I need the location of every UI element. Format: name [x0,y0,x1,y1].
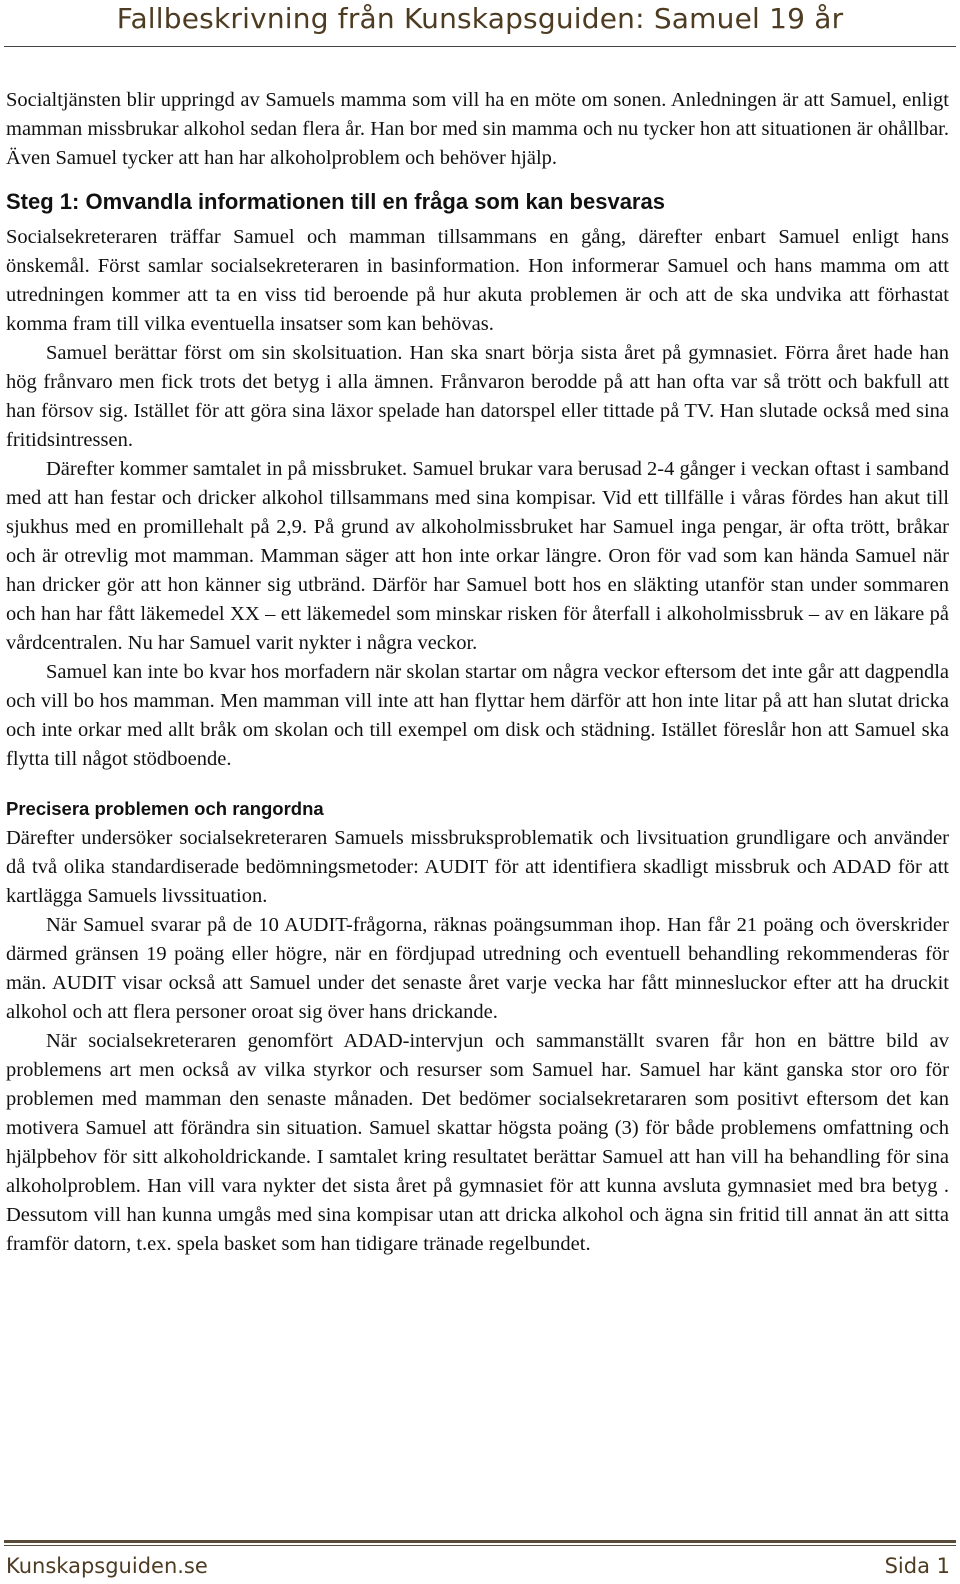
step1-paragraph-4: Samuel kan inte bo kvar hos morfadern när skolan startar om några veckor eftersom det inte går att dagpendla och vill bo hos mamman. Men mamman vill inte att han flyttar hem därför att hon inte litar på att han slutat dricka och inte orkar med allt bråk om skolan och till exempel om disk och städning. Istället föreslår hon att Samuel ska flytta till något stödboende. [6,661,949,770]
footer-page-number: Sida 1 [884,1554,950,1578]
step1-paragraph-3: Därefter kommer samtalet in på missbruket. Samuel brukar vara berusad 2-4 gånger i veckan oftast i samband med att han festar och dricker alkohol tillsammans med sina kompisar. Vid ett tillfälle i våras fördes han akut till sjukhus med en promillehalt på 2,9. På grund av alkoholmissbruket har Samuel inga pengar, är ofta trött, bråkar och är otrevlig mot mamman. Mamman säger att hon inte orkar längre. Oron för vad som kan hända Samuel när han dricker gör att hon känner sig utbränd. Därför har Samuel bott hos en släkting utanför stan under sommaren och han har fått läkemedel XX – ett läkemedel som minskar risken för återfall i alkoholmissbruk – av en läkare på vårdcentralen. Nu har Samuel varit nykter i några veckor. [6,458,949,654]
intro-paragraph: Socialtjänsten blir uppringd av Samuels mamma som vill ha en möte om sonen. Anledningen är att Samuel, enligt mamman missbrukar alkohol sedan flera år. Han bor med sin mamma och nu tycker hon att situationen är ohållbar. Även Samuel tycker att han har alkoholproblem och behöver hjälp. [6,89,949,169]
section2-paragraph-1: Därefter undersöker socialsekreteraren Samuels missbruksproblematik och livsituation grundligare och använder då två olika standardiserade bedömningsmetoder: AUDIT för att identifiera skadligt missbruk och ADAD för att kartlägga Samuels livssituation. [6,827,949,907]
section2-paragraph-3: När socialsekreteraren genomfört ADAD-intervjun och sammanställt svaren får hon en bättre bild av problemens art men också av vilka styrkor och resurser som Samuel har. Samuel har känt ganska stor oro för problemen med mamman den senaste månaden. Det bedömer socialsekretararen som positivt eftersom det kan motivera Samuel att förändra sin situation. Samuel skattar högsta poäng (3) för både problemens omfattning och hjälpbehov för sitt alkoholdrickande. I samtalet kring resultatet berättar Samuel att han vill ha behandling för sina alkoholproblem. Han vill vara nykter det sista året på gymnasiet för att kunna avsluta gymnasiet med bra betyg . Dessutom vill han kunna umgås med sina kompisar utan att dricka alkohol och ägna sin fritid till annat än att sitta framför datorn, t.ex. spela basket som han tidigare tränade regelbundet. [6,1030,949,1255]
page-footer [6,1552,950,1582]
footer-divider-thick [4,1540,956,1543]
step1-paragraph-1: Socialsekreteraren träffar Samuel och mamman tillsammans en gång, därefter enbart Samuel enligt hans önskemål. Först samlar socialsekreteraren in basinformation. Hon informerar Samuel och hans mamma om att utredningen kommer att ta en viss tid beroende på hur akuta problemen är och att de ska undvika att förhastat komma fram till vilka eventuella insatser som kan behövas. [6,226,949,335]
section2-heading: Precisera problemen och rangordna [6,798,324,819]
step1-paragraph-2: Samuel berättar först om sin skolsituation. Han ska snart börja sista året på gymnasiet. Förra året hade han hög frånvaro men fick trots det betyg i alla ämnen. Frånvaron berodde på att han ofta var så trött och bakfull att han försov sig. Istället för att göra sina läxor spelade han datorspel eller tittade på TV. Han slutade också med sina fritidsintressen. [6,342,949,451]
footer-divider-thin [4,1545,956,1546]
header-divider [4,46,956,47]
section2-paragraph-2: När Samuel svarar på de 10 AUDIT-frågorna, räknas poängsumman ihop. Han får 21 poäng och överskrider därmed gränsen 19 poäng eller högre, när en fördjupad utredning och eventuell behandling rekommenderas för män. AUDIT visar också att Samuel under det senaste året varje vecka har fått minnesluckor efter att ha druckit alkohol och att flera personer oroat sig över hans drickande. [6,914,949,1023]
page-header-title: Fallbeskrivning från Kunskapsguiden: Samuel 19 år [116,2,844,35]
document-body [6,86,949,1259]
footer-site-name: Kunskapsguiden.se [6,1554,208,1578]
step1-heading: Steg 1: Omvandla informationen till en fråga som kan besvaras [6,189,665,214]
